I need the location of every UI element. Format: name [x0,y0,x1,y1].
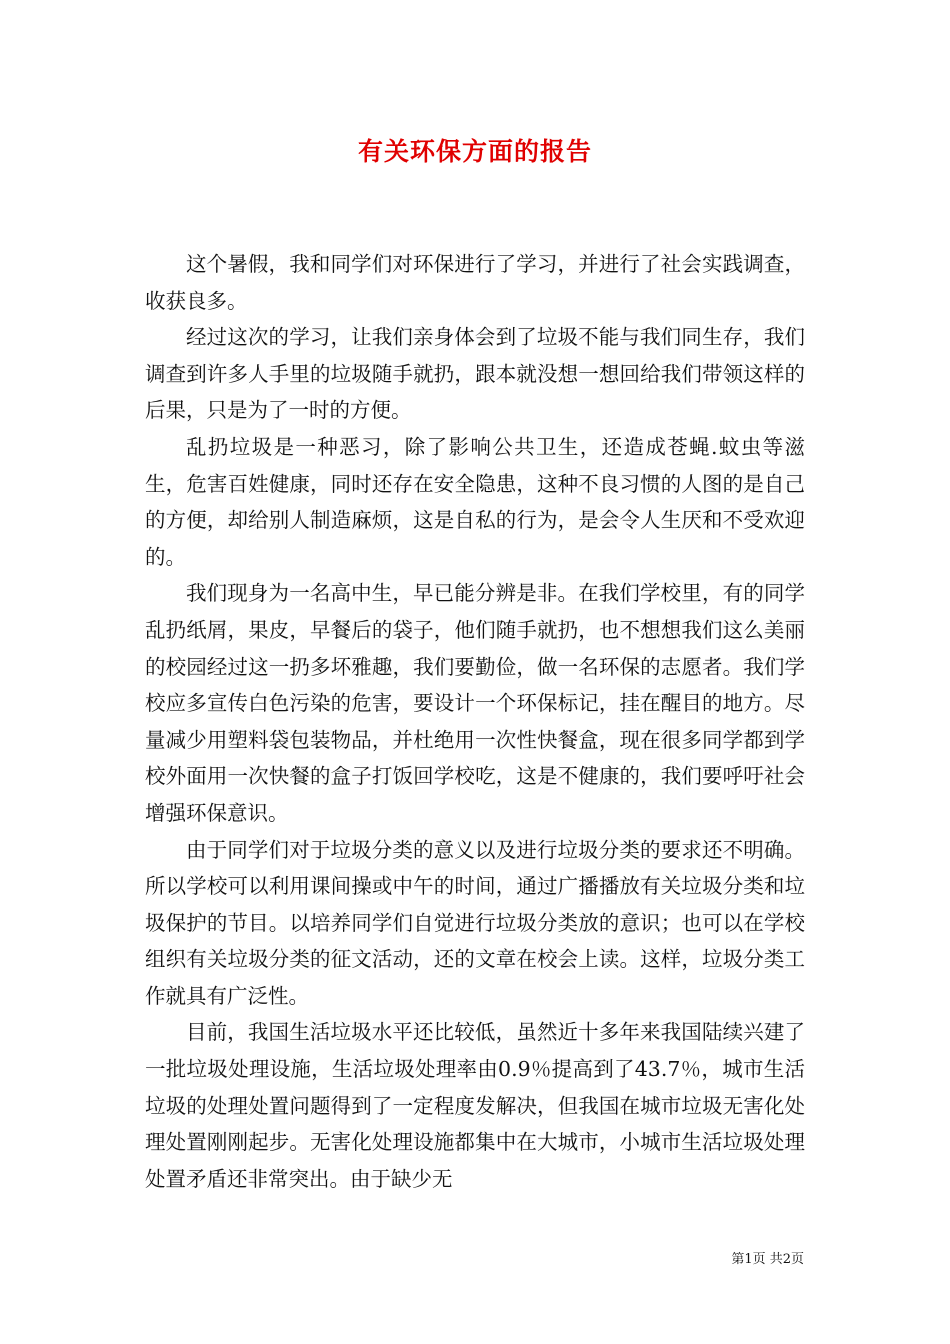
page-number-footer: 第1页 共2页 [731,1252,804,1267]
paragraph-5: 由于同学们对于垃圾分类的意义以及进行垃圾分类的要求还不明确。所以学校可以利用课间操或中午的时间，通过广播播放有关垃圾分类和垃圾保护的节目。以培养同学们自觉进行垃圾分类放的意识；也可以在学校组织有关垃圾分类的征文活动，还的文章在校会上读。这样，垃圾分类工作就具有广泛性。 [145,837,805,1008]
paragraph-4: 我们现身为一名高中生，早已能分辨是非。在我们学校里，有的同学乱扔纸屑，果皮，早餐后的袋子，他们随手就扔，也不想想我们这么美丽的校园经过这一扔多坏雅趣，我们要勤俭，做一名环保的志愿者。我们学校应多宣传白色污染的危害，要设计一个环保标记，挂在醒目的地方。尽量减少用塑料袋包装物品，并杜绝用一次性快餐盒，现在很多同学都到学校外面用一次快餐的盒子打饭回学校吃，这是不健康的，我们要呼吁社会增强环保意识。 [145,581,805,825]
paragraph-3: 乱扔垃圾是一种恶习，除了影响公共卫生，还造成苍蝇.蚊虫等滋生，危害百姓健康，同时还存在安全隐患，这种不良习惯的人图的是自己的方便，却给别人制造麻烦，这是自私的行为，是会令人生厌和不受欢迎的。 [145,434,805,569]
paragraph-1: 这个暑假，我和同学们对环保进行了学习，并进行了社会实践调查，收获良多。 [145,252,805,313]
paragraph-2: 经过这次的学习，让我们亲身体会到了垃圾不能与我们同生存，我们调查到许多人手里的垃圾随手就扔，跟本就没想一想回给我们带领这样的后果，只是为了一时的方便。 [145,325,805,423]
document-title: 有关环保方面的报告 [357,137,592,166]
paragraph-6: 目前，我国生活垃圾水平还比较低，虽然近十多年来我国陆续兴建了一批垃圾处理设施，生活垃圾处理率由0.9％提高到了43.7％，城市生活垃圾的处理处置问题得到了一定程度发解决，但我国在城市垃圾无害化处理处置刚刚起步。无害化处理设施都集中在大城市，小城市生活垃圾处理处置矛盾还非常突出。由于缺少无 [145,1020,805,1191]
document-body [145,246,805,1197]
